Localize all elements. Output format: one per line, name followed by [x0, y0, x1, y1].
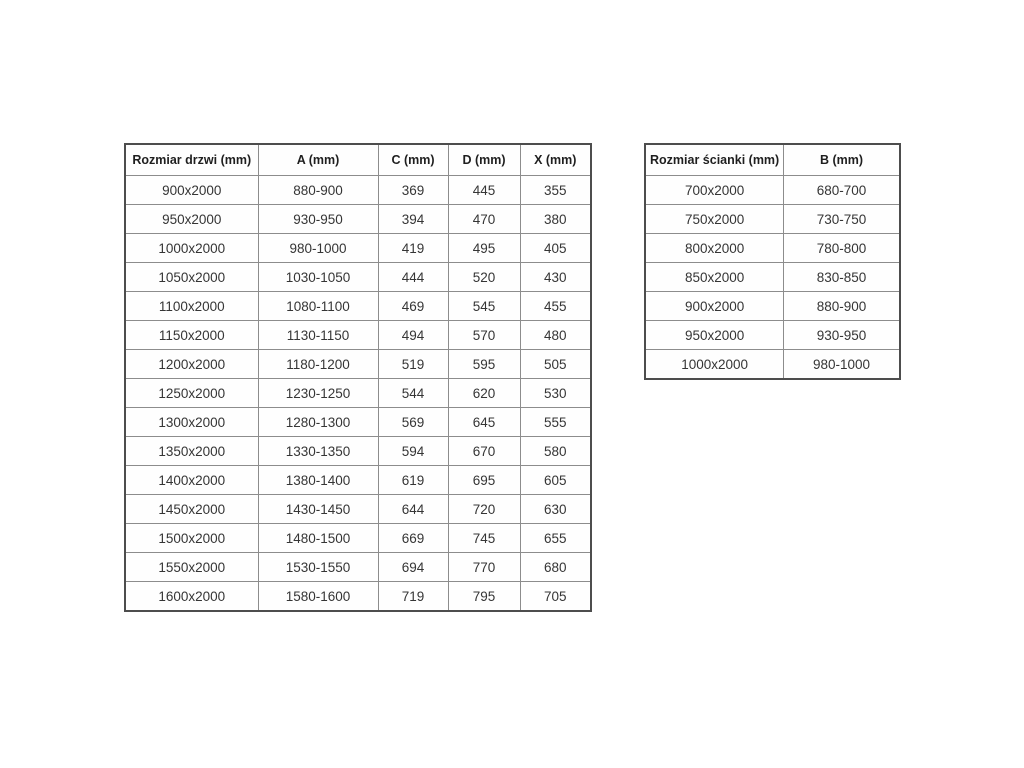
table-cell: 1300x2000: [125, 408, 258, 437]
table-cell: 694: [378, 553, 448, 582]
table-row: [125, 263, 591, 292]
table-cell: 630: [520, 495, 591, 524]
table-cell: 530: [520, 379, 591, 408]
table-row: [125, 437, 591, 466]
table-cell: 1200x2000: [125, 350, 258, 379]
table-cell: 1350x2000: [125, 437, 258, 466]
table-cell: 880-900: [258, 176, 378, 205]
table-cell: 455: [520, 292, 591, 321]
table-row: [125, 350, 591, 379]
table-cell: 1380-1400: [258, 466, 378, 495]
table-cell: 655: [520, 524, 591, 553]
table-row: [125, 379, 591, 408]
table-cell: 605: [520, 466, 591, 495]
table-cell: 580: [520, 437, 591, 466]
table-cell: 680-700: [784, 176, 900, 205]
column-header: D (mm): [448, 144, 520, 176]
table-cell: 1230-1250: [258, 379, 378, 408]
table-header-row: [645, 144, 900, 176]
table-cell: 619: [378, 466, 448, 495]
table-cell: 595: [448, 350, 520, 379]
column-header: Rozmiar ścianki (mm): [645, 144, 784, 176]
table-cell: 480: [520, 321, 591, 350]
table-cell: 850x2000: [645, 263, 784, 292]
table-cell: 394: [378, 205, 448, 234]
table-cell: 770: [448, 553, 520, 582]
table-cell: 369: [378, 176, 448, 205]
table-cell: 430: [520, 263, 591, 292]
table-row: [645, 205, 900, 234]
table-cell: 720: [448, 495, 520, 524]
table-row: [645, 176, 900, 205]
column-header: A (mm): [258, 144, 378, 176]
table-cell: 620: [448, 379, 520, 408]
table-cell: 1080-1100: [258, 292, 378, 321]
table-cell: 780-800: [784, 234, 900, 263]
table-cell: 719: [378, 582, 448, 612]
table-row: [125, 205, 591, 234]
table-cell: 494: [378, 321, 448, 350]
table-cell: 419: [378, 234, 448, 263]
table-cell: 545: [448, 292, 520, 321]
table-cell: 405: [520, 234, 591, 263]
table-cell: 1580-1600: [258, 582, 378, 612]
table-row: [125, 234, 591, 263]
table-cell: 705: [520, 582, 591, 612]
table-cell: 1600x2000: [125, 582, 258, 612]
table-row: [645, 234, 900, 263]
table-cell: 1500x2000: [125, 524, 258, 553]
table-cell: 669: [378, 524, 448, 553]
table-row: [125, 524, 591, 553]
column-header: C (mm): [378, 144, 448, 176]
table-cell: 1130-1150: [258, 321, 378, 350]
column-header: X (mm): [520, 144, 591, 176]
table-cell: 1550x2000: [125, 553, 258, 582]
table-cell: 569: [378, 408, 448, 437]
table-cell: 1180-1200: [258, 350, 378, 379]
table-cell: 645: [448, 408, 520, 437]
table-row: [125, 466, 591, 495]
table-row: [125, 321, 591, 350]
table-cell: 745: [448, 524, 520, 553]
table-cell: 900x2000: [125, 176, 258, 205]
table-cell: 950x2000: [125, 205, 258, 234]
table-cell: 980-1000: [784, 350, 900, 380]
table-cell: 555: [520, 408, 591, 437]
table-cell: 495: [448, 234, 520, 263]
table-cell: 1050x2000: [125, 263, 258, 292]
table-row: [125, 176, 591, 205]
table-cell: 544: [378, 379, 448, 408]
table-cell: 1250x2000: [125, 379, 258, 408]
table-cell: 1330-1350: [258, 437, 378, 466]
table-cell: 1000x2000: [125, 234, 258, 263]
wall-sizes-table: [644, 143, 901, 380]
table-cell: 680: [520, 553, 591, 582]
table-cell: 469: [378, 292, 448, 321]
table-row: [125, 553, 591, 582]
table-cell: 670: [448, 437, 520, 466]
table-cell: 930-950: [258, 205, 378, 234]
table-cell: 470: [448, 205, 520, 234]
table-cell: 750x2000: [645, 205, 784, 234]
table-cell: 1100x2000: [125, 292, 258, 321]
table-row: [645, 263, 900, 292]
table-cell: 594: [378, 437, 448, 466]
door-sizes-table: [124, 143, 592, 612]
table-row: [645, 292, 900, 321]
table-cell: 930-950: [784, 321, 900, 350]
table-header-row: [125, 144, 591, 176]
table-cell: 900x2000: [645, 292, 784, 321]
table-cell: 1400x2000: [125, 466, 258, 495]
table-cell: 795: [448, 582, 520, 612]
column-header: B (mm): [784, 144, 900, 176]
table-cell: 950x2000: [645, 321, 784, 350]
table-cell: 445: [448, 176, 520, 205]
table-cell: 520: [448, 263, 520, 292]
table-cell: 800x2000: [645, 234, 784, 263]
table-row: [645, 350, 900, 380]
table-cell: 830-850: [784, 263, 900, 292]
table-cell: 1280-1300: [258, 408, 378, 437]
table-cell: 1150x2000: [125, 321, 258, 350]
table-cell: 700x2000: [645, 176, 784, 205]
table-row: [125, 408, 591, 437]
table-cell: 730-750: [784, 205, 900, 234]
table-cell: 1480-1500: [258, 524, 378, 553]
table-cell: 505: [520, 350, 591, 379]
table-cell: 444: [378, 263, 448, 292]
table-cell: 355: [520, 176, 591, 205]
table-cell: 1000x2000: [645, 350, 784, 380]
table-row: [125, 582, 591, 612]
table-cell: 880-900: [784, 292, 900, 321]
table-row: [125, 495, 591, 524]
table-cell: 380: [520, 205, 591, 234]
table-cell: 1030-1050: [258, 263, 378, 292]
table-row: [125, 292, 591, 321]
table-cell: 695: [448, 466, 520, 495]
table-cell: 519: [378, 350, 448, 379]
table-cell: 1530-1550: [258, 553, 378, 582]
table-cell: 1430-1450: [258, 495, 378, 524]
column-header: Rozmiar drzwi (mm): [125, 144, 258, 176]
table-cell: 644: [378, 495, 448, 524]
table-cell: 570: [448, 321, 520, 350]
table-row: [645, 321, 900, 350]
table-cell: 980-1000: [258, 234, 378, 263]
table-cell: 1450x2000: [125, 495, 258, 524]
